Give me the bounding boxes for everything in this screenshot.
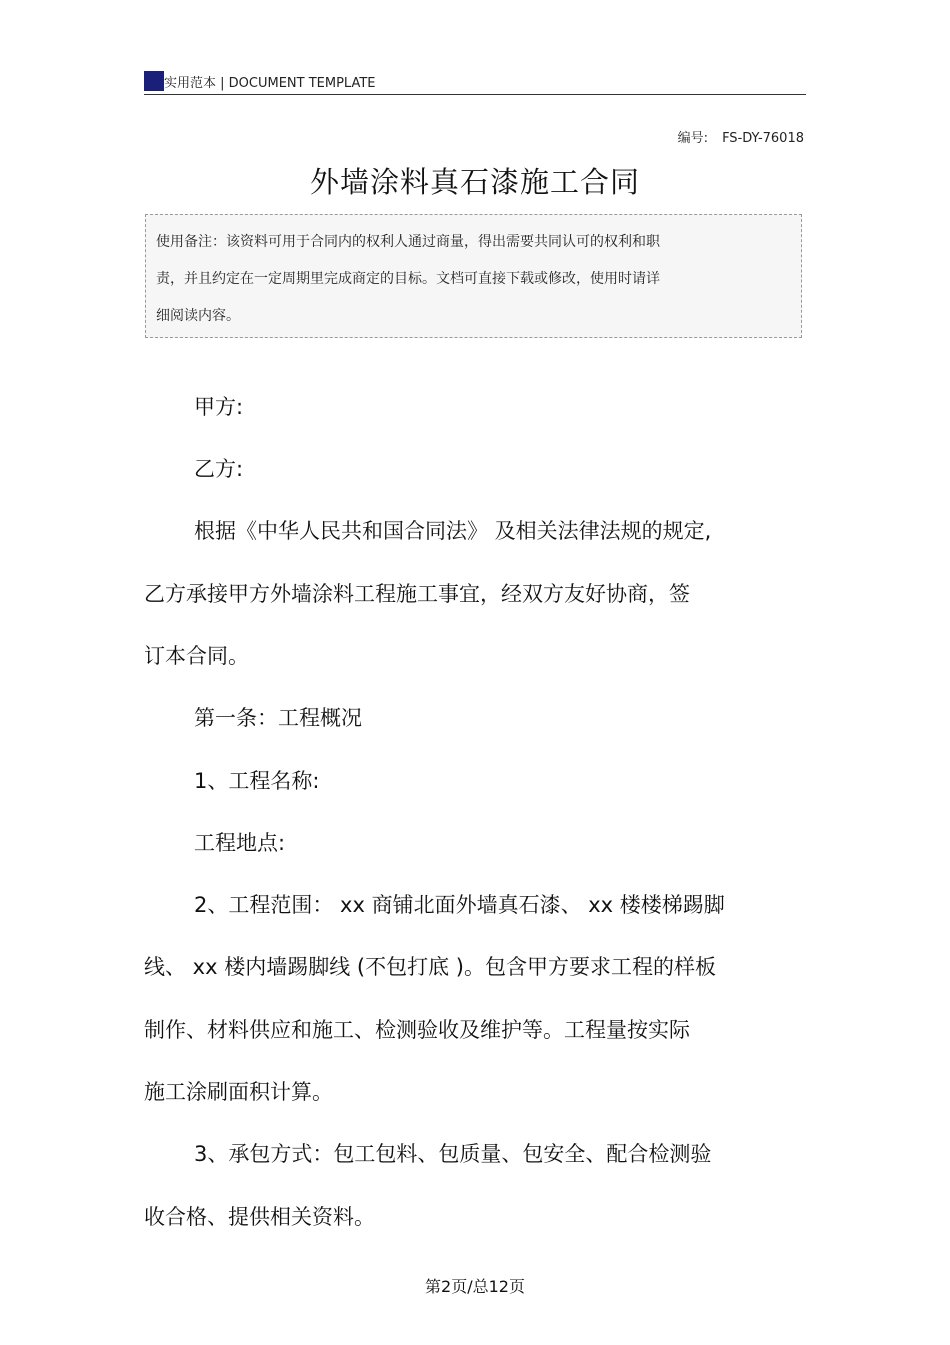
document-number (678, 127, 804, 146)
header-text: 实用范本 | DOCUMENT TEMPLATE (164, 76, 376, 91)
body-paragraph-line: 1、工程名称: (194, 769, 320, 793)
body-paragraph-line: 施工涂刷面积计算。 (144, 1080, 333, 1104)
body-paragraph-line: 工程地点: (194, 831, 286, 855)
body-paragraph-line: 根据《中华人民共和国合同法》 及相关法律法规的规定, (194, 519, 712, 543)
note-line: 使用备注：该资料可用于合同内的权利人通过商量，得出需要共同认可的权利和职 (156, 234, 660, 250)
document-title: 外墙涂料真石漆施工合同 (309, 165, 640, 199)
note-line: 责，并且约定在一定周期里完成商定的目标。文档可直接下载或修改，使用时请详 (156, 271, 660, 287)
party-b-line: 乙方: (194, 457, 244, 481)
body-paragraph-line: 乙方承接甲方外墙涂料工程施工事宜，经双方友好协商，签 (144, 582, 690, 606)
article-heading: 第一条：工程概况 (194, 706, 362, 730)
usage-note-box (145, 214, 802, 338)
body-paragraph-line: 订本合同。 (144, 644, 249, 668)
document-number-label: 编号: (677, 131, 709, 146)
page-header (144, 68, 806, 95)
page-number: 第2页/总12页 (425, 1277, 525, 1296)
document-number-value: FS-DY-76018 (722, 131, 804, 146)
body-paragraph-line: 制作、材料供应和施工、检测验收及维护等。工程量按实际 (144, 1018, 690, 1042)
header-logo-square (144, 71, 164, 91)
note-line: 细阅读内容。 (156, 308, 240, 324)
party-a-line: 甲方: (194, 395, 244, 419)
body-paragraph-line: 2、工程范围： xx 商铺北面外墙真石漆、 xx 楼楼梯踢脚 (194, 893, 725, 917)
body-paragraph-line: 3、承包方式：包工包料、包质量、包安全、配合检测验 (194, 1142, 712, 1166)
body-paragraph-line: 线、 xx 楼内墙踢脚线 (不包打底 )。包含甲方要求工程的样板 (144, 955, 716, 979)
body-paragraph-line: 收合格、提供相关资料。 (144, 1205, 375, 1229)
